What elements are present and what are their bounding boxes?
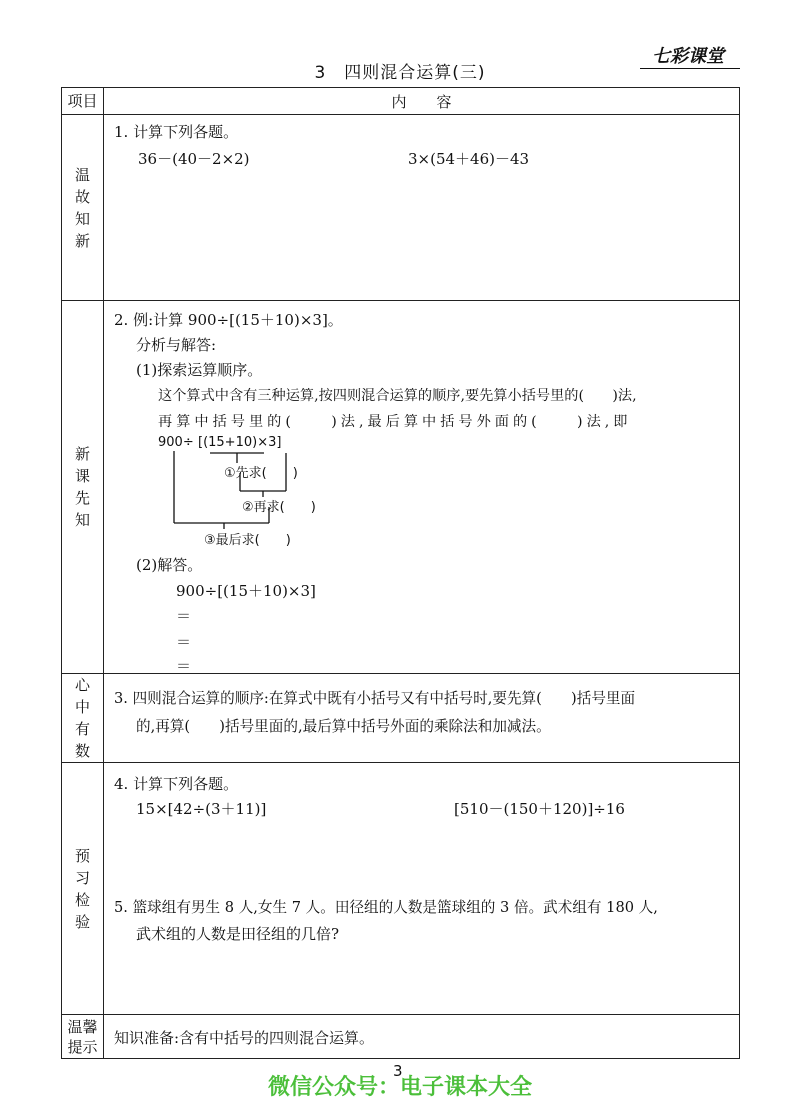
step2-equals-1: ＝ — [176, 607, 192, 625]
section-review — [104, 115, 740, 301]
section-summary — [104, 674, 740, 763]
page-title: 3 四则混合运算(三) — [314, 63, 486, 83]
worksheet-table — [61, 87, 740, 1059]
brand-logo: 七彩课堂 — [652, 46, 724, 67]
q4-expression-b: [510－(150＋120)]÷16 — [454, 800, 625, 818]
q4-title: 4. 计算下列各题。 — [114, 775, 239, 793]
step1-line1: 这个算式中含有三种运算,按四则混合运算的顺序,要先算小括号里的( )法, — [158, 388, 637, 404]
section-label-summary: 心中有数 — [62, 674, 104, 763]
section-preview — [104, 763, 740, 1015]
diagram-expression-bracket: [(15+10)×3] — [198, 435, 282, 450]
column-header-item: 项目 — [62, 88, 104, 115]
diagram-step-last: ③最后求( ) — [204, 533, 291, 548]
q1-title: 1. 计算下列各题。 — [114, 123, 239, 141]
step2-equals-3: ＝ — [176, 657, 192, 675]
diagram-step-first: ①先求( ) — [224, 466, 298, 481]
q3-line1: 3. 四则混合运算的顺序:在算式中既有小括号又有中括号时,要先算( )括号里面 — [114, 690, 636, 707]
step2-title: (2)解答。 — [136, 556, 203, 574]
page-number: 3 — [393, 1062, 403, 1080]
step1-title: (1)探索运算顺序。 — [136, 361, 263, 379]
section-label-tips: 温馨提示 — [62, 1015, 104, 1059]
q5-line2: 武术组的人数是田径组的几倍? — [136, 925, 340, 943]
column-header-content: 内 容 — [104, 88, 740, 115]
analysis-heading: 分析与解答: — [136, 336, 217, 354]
diagram-expression-left: 900÷ — [158, 435, 194, 450]
section-tips — [104, 1015, 740, 1059]
section-label-review: 温故知新 — [62, 115, 104, 301]
diagram-step-second: ②再求( ) — [242, 500, 316, 515]
tips-text: 知识准备:含有中括号的四则混合运算。 — [114, 1029, 375, 1047]
section-label-new: 新课先知 — [62, 301, 104, 674]
q1-expression-a: 36－(40－2×2) — [138, 150, 250, 168]
q3-line2: 的,再算( )括号里面的,最后算中括号外面的乘除法和加减法。 — [136, 718, 551, 735]
q5-line1: 5. 篮球组有男生 8 人,女生 7 人。田径组的人数是篮球组的 3 倍。武术组有 180 人, — [114, 899, 658, 916]
section-new-lesson — [104, 301, 740, 674]
step2-expression: 900÷[(15＋10)×3] — [176, 582, 316, 600]
logo-underline — [640, 68, 740, 69]
section-label-preview: 预习检验 — [62, 763, 104, 1015]
step2-equals-2: ＝ — [176, 633, 192, 651]
q2-title: 2. 例:计算 900÷[(15＋10)×3]。 — [114, 311, 343, 329]
q4-expression-a: 15×[42÷(3＋11)] — [136, 800, 267, 818]
watermark-text: 微信公众号：电子课本大全 — [267, 1075, 532, 1100]
q1-expression-b: 3×(54＋46)－43 — [408, 150, 530, 168]
step1-line2: 再算中括号里的( )法,最后算中括号外面的( )法,即 — [158, 414, 632, 430]
